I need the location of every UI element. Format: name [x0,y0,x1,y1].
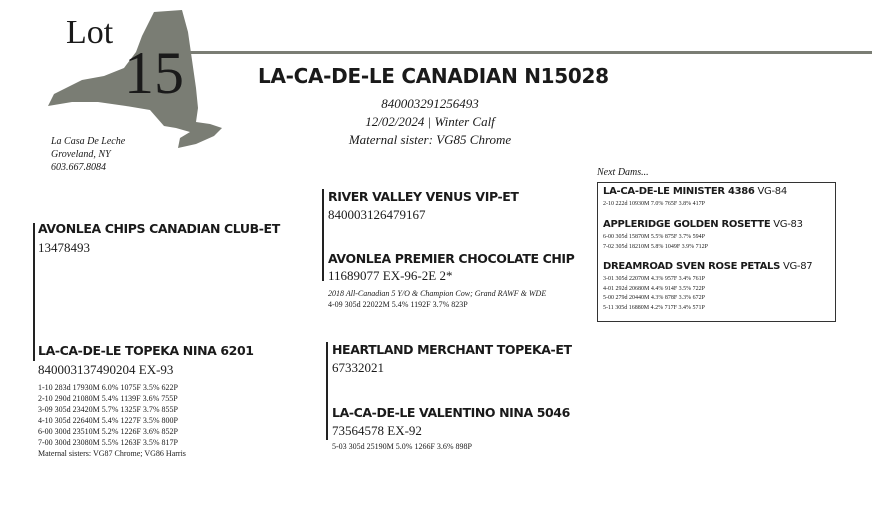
animal-registration: 840003291256493 [381,96,479,111]
dam-dam-record: 5-03 305d 25190M 5.0% 1266F 3.6% 898P [332,442,473,451]
dam-dam-name: LA-CA-DE-LE VALENTINO NINA 5046 [332,405,570,420]
consignor-name: La Casa De Leche [51,136,126,147]
next-dam-name: DREAMROAD SVEN ROSE PETALS [603,261,781,272]
next-dam-item [603,186,787,210]
header-rule [186,51,872,54]
dam-record-row: 3-09 305d 23420M 5.7% 1325F 3.7% 855P [38,405,179,414]
next-dams-label: Next Dams... [597,167,649,178]
sire-name: AVONLEA CHIPS CANADIAN CLUB-ET [38,221,280,236]
dam-name: LA-CA-DE-LE TOPEKA NINA 6201 [38,343,254,358]
lot-number: 15 [124,40,184,106]
dam-dam-reg: 73564578 EX-92 [332,423,422,438]
next-dam-score: VG-84 [757,186,787,197]
next-dam-item [603,219,803,252]
next-dam-record: 5-00 279d 20440M 4.3% 878F 3.3% 672P [603,295,706,301]
sire-sire-reg: 840003126479167 [328,207,426,222]
next-dam-record: 3-01 305d 22070M 4.3% 957F 3.4% 761P [603,276,706,282]
sire-sire-name: RIVER VALLEY VENUS VIP-ET [328,189,519,204]
next-dam-name: APPLERIDGE GOLDEN ROSETTE [603,219,771,230]
dam-record-row: 6-00 300d 23510M 5.2% 1226F 3.6% 852P [38,427,179,436]
sire-reg: 13478493 [38,240,90,255]
sire-dam-note: 2018 All-Canadian 5 Y/O & Champion Cow; Grand RAWF & WDE [328,289,547,298]
dam-bracket [33,343,35,361]
next-dam-score: VG-87 [782,261,813,272]
next-dam-record: 5-11 305d 16880M 4.2% 717F 3.4% 571P [603,304,705,311]
next-dams-box [597,182,836,322]
lot-label: Lot [66,14,114,51]
sire-parents-bracket [322,189,324,281]
consignor-phone: 603.667.8084 [51,162,106,173]
next-dam-record: 7-02 305d 18210M 5.8% 1049F 3.9% 712P [603,243,709,250]
next-dam-score: VG-83 [773,219,803,230]
animal-name: LA-CA-DE-LE CANADIAN N15028 [258,64,609,88]
next-dam-record: 2-10 222d 10930M 7.0% 765F 3.8% 417P [603,201,706,207]
animal-maternal-sister: Maternal sister: VG85 Chrome [348,132,512,147]
next-dam-record: 4-01 292d 20680M 4.4% 914F 3.5% 722P [603,285,706,292]
next-dam-item [603,261,812,313]
dam-reg: 840003137490204 EX-93 [38,362,174,377]
sire-dam-reg: 11689077 EX-96-2E 2* [328,268,453,283]
sire-bracket [33,223,35,347]
sire-dam-name: AVONLEA PREMIER CHOCOLATE CHIP [328,251,575,266]
dam-record-row: 7-00 300d 23080M 5.5% 1263F 3.5% 817P [38,438,179,447]
next-dam-name: LA-CA-DE-LE MINISTER 4386 [603,186,755,197]
animal-birth: 12/02/2024 | Winter Calf [365,114,495,129]
dam-records [38,382,186,459]
dam-record-row: 4-10 305d 22640M 5.4% 1227F 3.5% 800P [38,416,179,425]
dam-sire-name: HEARTLAND MERCHANT TOPEKA-ET [332,342,572,357]
dam-parents-bracket [326,342,328,440]
consignor-location: Groveland, NY [51,149,111,160]
dam-record-row: 1-10 283d 17930M 6.0% 1075F 3.5% 622P [38,383,179,392]
dam-sire-reg: 67332021 [332,360,384,375]
dam-record-row: 2-10 290d 21080M 5.4% 1139F 3.6% 755P [38,394,178,403]
dam-sisters: Maternal sisters: VG87 Chrome; VG86 Harris [38,449,186,458]
sire-dam-record: 4-09 305d 22022M 5.4% 1192F 3.7% 823P [328,300,468,309]
next-dam-record: 6-00 305d 15870M 5.5% 875F 3.7% 594P [603,234,706,240]
